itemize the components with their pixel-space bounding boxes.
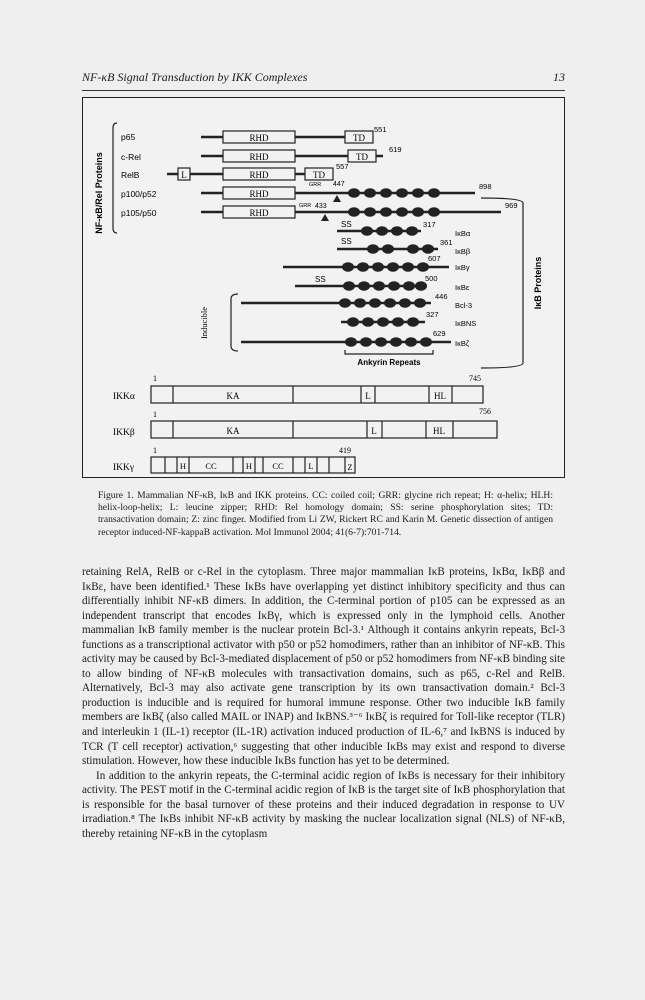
ikkg-start: 1 [153,446,157,455]
ikbb-length: 361 [440,238,453,247]
ikbb-name: IκBβ [455,247,471,256]
ikbe-length: 500 [425,274,438,283]
ikkb-name: IKKβ [113,428,135,438]
ikbg-length: 607 [428,254,441,263]
ikkb-row [113,407,497,438]
ikbns-length: 327 [426,310,439,319]
ikba-ss: SS [341,220,352,229]
ikka-name: IKKα [113,392,135,402]
p65-length: 551 [374,125,387,134]
ikkb-ka: KA [226,426,240,436]
ikkg-row [113,446,355,473]
ikka-end: 745 [469,374,481,383]
rel-name-0: p65 [121,132,136,142]
ikbb-bar [337,237,471,256]
ankyrin-bracket [345,350,433,354]
p105-bar [201,201,518,221]
ankyrin-label: Ankyrin Repeats [357,358,421,367]
p100-grr-pos: 447 [333,181,345,188]
figure-caption: Figure 1. Mammalian NF-κB, IκB and IKK proteins. CC: coiled coil; GRR: glycine rich repeat; H: α-helix; HLH: helix-loop-helix; L: leucine zipper; RHD: Rel homology domain; SS: serine phosphorylation sites; TD: transactivation domain; Z: zinc finger. Modified from Li ZW, Rickert RC and Karin M. Genetic dissection of antigen receptor induced-NF-kappaB activation. Mol Immunol 2004; 41(6-7):701-714. [98,490,553,538]
p105-grr-label: GRR [299,203,312,209]
ikka-l: L [365,391,371,401]
ikbz-name: IκBζ [455,339,470,348]
ikbg-name: IκBγ [455,263,470,272]
bcl3-length: 446 [435,292,448,301]
ikkg-name: IKKγ [113,463,135,473]
inducible-label: Inducible [199,306,209,340]
ikkb-hl: HL [433,426,445,436]
rel-name-3: p100/p52 [121,189,157,199]
paragraph-1: retaining RelA, RelB or c-Rel in the cytoplasm. Three major mammalian IκB proteins, IκBα, IκBβ and IκBε, have been identified.¹ These IκBs have overlapping yet distinct inhibitory specificity and thus can differentially inhibit NF-κB dimers. In addition, the C-terminal portion of p105 can be expressed as an independent transcript that encodes IκBγ, which is expressed only in the lymphoid cells. Another mammalian IκB family member is the nuclear protein Bcl-3.¹ Although it contains ankyrin repeats, Bcl-3 functions as a transcriptional activator with p50 or p52 homodimers, rather than an inhibitor of NF-κB. This activity may be caused by Bcl-3-mediated displacement of p50 or p52 homodimers from NF-κB binding site to allow binding of NF-κB molecules with transactivation domains, such as p65, c-Rel and RelB. Alternatively, Bcl-3 may also activate gene transcription by its own transactivation domain.² Bcl-3 production is inducible and is required for humoral immune response. Other two inducible IκB family members are IκBζ (also called MAIL or INAP) and IκBNS.³⁻⁶ IκBζ is required for Toll-like receptor (TLR) and interleukin 1 (IL-1) receptor (IL-1R) activation induced production of IL-6,⁷ and IκBNS is induced by TCR (T cell receptor) activation,⁶ suggesting that other inducible IκBs may exist and respond to diverse stimulation. However, how these inducible IκBs function has yet to be determined. [82,566,565,768]
ikkg-end: 419 [339,446,351,455]
ikka-row [113,374,483,403]
figure-diagram [83,98,566,479]
ikkg-cc2: CC [272,461,284,471]
paragraph-2: In addition to the ankyrin repeats, the C-terminal acidic region of IκBs is necessary for their inhibitory activity. The PEST motif in the C-terminal acidic region of IκB is the target site of IκB phosphorylation that is responsible for the basal turnover of these proteins and their induced degradation in response to UV irradiation.⁸ The IκBs inhibit NF-κB activity by masking the nuclear localization signal (NLS) of NF-κB, thereby retaining NF-κB in the cytoplasm [82,769,565,840]
crel-rhd-label: RHD [249,152,269,162]
ikka-start: 1 [153,374,157,383]
p65-td-label: TD [353,133,365,143]
ikb-proteins-axis-label: IκB Proteins [533,256,543,310]
ikkg-z: Z [347,462,353,472]
running-head [82,70,565,85]
ikbe-bar [295,274,470,292]
p65-bar [201,125,387,143]
bcl3-bar [241,292,472,310]
relb-l-label: L [181,170,187,180]
ikb-bracket [481,198,523,368]
bcl3-name: Bcl-3 [455,301,473,310]
ikba-name: IκBα [455,229,471,238]
relb-rhd-label: RHD [249,170,269,180]
ikba-length: 317 [423,220,436,229]
ikkg-l: L [308,461,314,471]
ikkb-start: 1 [153,410,157,419]
p100-rhd-label: RHD [249,189,269,199]
crel-length: 619 [389,145,402,154]
ikkb-l: L [371,426,377,436]
p105-grr-pos: 433 [315,203,327,210]
rel-name-2: RelB [121,170,140,180]
rel-proteins-axis-label: NF-κB/Rel Proteins [94,152,104,234]
figure-1 [82,97,565,478]
running-head-title: NF-κB Signal Transduction by IKK Complexes [82,70,308,84]
p100-length: 898 [479,182,492,191]
p105-length: 969 [505,201,518,210]
ikbe-ss: SS [315,275,326,284]
ikbz-bar [241,329,470,348]
ikkg-h1: H [179,461,187,471]
relb-td-label: TD [313,170,325,180]
rel-name-4: p105/p50 [121,208,157,218]
ikbz-length: 629 [433,329,446,338]
ikkg-h2: H [245,461,253,471]
inducible-bracket [231,294,238,351]
relb-bar [167,162,349,180]
ikka-hl: HL [434,391,446,401]
header-rule [82,90,565,91]
ikbns-bar [341,310,476,328]
rel-bracket [113,123,117,233]
relb-length: 557 [336,162,349,171]
page-number: 13 [553,70,565,84]
ikbg-bar [283,254,470,272]
ikka-ka: KA [226,391,240,401]
ikkg-cc1: CC [205,461,217,471]
ikba-bar [337,220,471,238]
p100-grr-label: GRR [309,182,322,188]
crel-td-label: TD [356,152,368,162]
rel-name-1: c-Rel [121,152,141,162]
crel-bar [201,145,402,162]
ikkb-end: 756 [479,407,491,416]
p65-rhd-label: RHD [249,133,269,143]
ikbns-name: IκBNS [455,319,477,328]
ikbb-ss: SS [341,237,352,246]
ikbe-name: IκBε [455,283,470,292]
body-text [82,565,565,841]
p100-bar [201,181,492,202]
p105-rhd-label: RHD [249,208,269,218]
